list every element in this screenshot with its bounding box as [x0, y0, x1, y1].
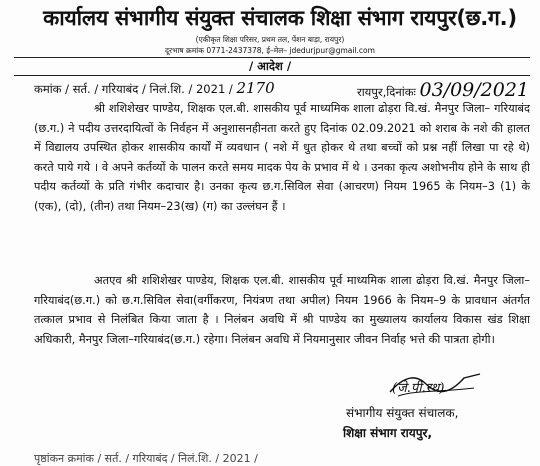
- signatory-initials: (जे.पी.रथ): [392, 381, 445, 396]
- signatory-office: शिक्षा संभाग रायपुर,: [343, 426, 433, 440]
- order-heading: / आदेश /: [248, 59, 292, 73]
- office-contact: दूरभाष क्रमांक 0771-2437378, ई–मेल– jdedurjpur@gmail.com: [165, 46, 375, 55]
- paragraph-charges: [34, 99, 530, 216]
- reference-line: [34, 79, 275, 97]
- signatory-designation: संभागीय संयुक्त संचालक,: [346, 406, 459, 420]
- date-line: [357, 79, 529, 101]
- paragraph-suspension: [34, 271, 530, 349]
- paragraph-text: श्री शशिशेखर पाण्डेय, शिक्षक एल.बी. शासकीय पूर्व माध्यमिक शाला ढोड़रा वि.खं. मैनपुर जिला– गरियाबंद (छ.ग.) ने पदीय उत्तरदायित्वों के निर्वहन में अनुशासनहीनता करते हुए दिनांक 02.09.2021 को शराब के नशे की हालत में विद्यालय उपस्थित होकर शासकीय कार्यों में व्यवधान ( नशे में धुत होकर थे तथा बच्चों को प्रश्न नहीं लिखा पा रहे थे) करते पाये गये । वे अपने कर्तव्यों के पालन करते समय मादक पेय के प्रभाव में थे । उनका कृत्य अशोभनीय होने के साथ ही पदीय कर्तव्यों के प्रति गंभीर कदाचार है। उनका कृत्य छ.ग.सिविल सेवा (आचरण) नियम 1965 के नियम–3 (1) के (एक), (दो), (तीन) तथा नियम–23(ख) (ग) का उल्लंघन हैं ।: [34, 102, 530, 213]
- reference-prefix: कमांक / सर्त. / गरियाबंद / निलं.शि. / 2021 /: [34, 82, 233, 96]
- paragraph-text: अतएव श्री शशिशेखर पाण्डेय, शिक्षक एल.बी. शासकीय पूर्व माध्यमिक शाला ढोड़रा वि.खं. मैनपुर जिला– गरियाबंद(छ.ग.) को छ.ग.सिविल सेवा(वर्गीकरण, नियंत्रण तथा अपील) नियम 1966 के नियम–9 के प्रावधान अंतर्गत तत्काल प्रभाव से निलंबित किया जाता है । निलंबन अवधि में श्री पाण्डेय का मुख्यालय कार्यालय विकास खंड शिक्षा अधिकारी, मैनपुर जिला–गरियाबंद(छ.ग.) रहेगा। निलंबन अवधि में नियमानुसार जीवन निर्वाह भत्ते की पात्रता होगी।: [34, 274, 530, 346]
- endorsement-line-partial: पृष्ठांकन क्रमांक / सर्त. / गरियाबंद / निलं.शि. / 2021 /: [34, 452, 258, 465]
- header-divider: [14, 57, 530, 58]
- office-address: (एकीकृत शिक्षा परिसर, प्रथम तल, पेंशन बाड़ा, रायपुर): [195, 35, 345, 44]
- date-value: 03/09/2021: [419, 79, 530, 101]
- office-title: कार्यालय संभागीय संयुक्त संचालक शिक्षा संभाग रायपुर(छ.ग.): [43, 6, 517, 30]
- date-label: रायपुर,दिनांकः: [357, 85, 416, 99]
- order-divider: [14, 75, 530, 76]
- reference-number: 2170: [236, 79, 275, 97]
